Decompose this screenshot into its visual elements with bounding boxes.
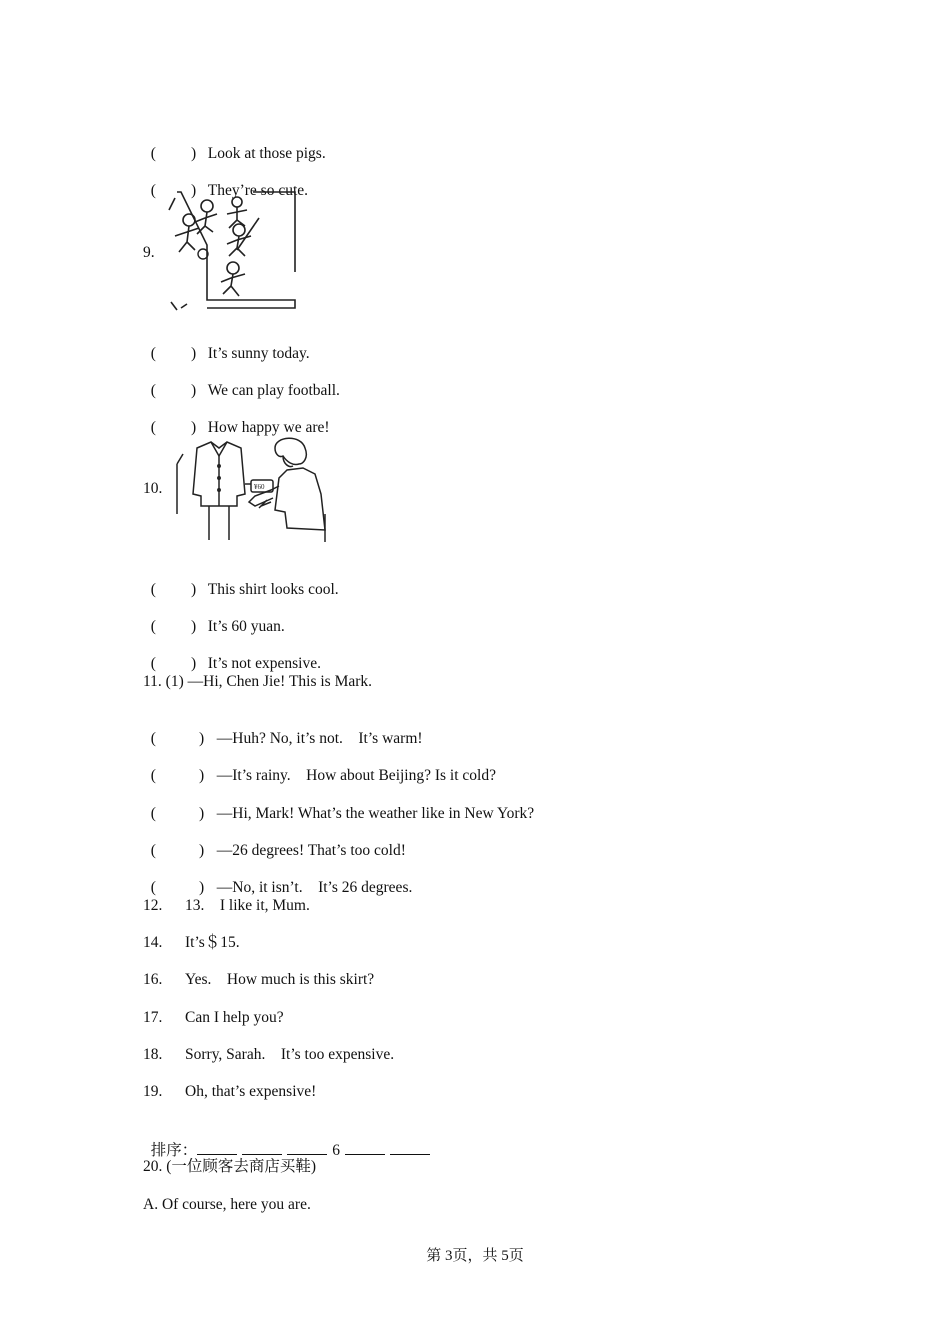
answer-bracket[interactable]: ( )	[150, 730, 205, 747]
answer-bracket[interactable]: ( )	[150, 419, 197, 436]
list-item	[143, 1082, 316, 1102]
answer-bracket[interactable]: ( )	[150, 618, 197, 635]
blank-2[interactable]	[242, 1140, 282, 1155]
item-number: 14.	[143, 934, 163, 951]
q11-item-1	[143, 709, 423, 749]
q11-header: 11. (1) —Hi, Chen Jie! This is Mark.	[143, 673, 373, 690]
sentence: It’s 60 yuan.	[207, 618, 285, 635]
q10-item-2	[143, 597, 285, 637]
answer-bracket[interactable]: ( )	[150, 145, 197, 162]
q20-option-a: A. Of course, here you are.	[143, 1196, 311, 1213]
q10-number: 10.	[143, 480, 163, 497]
item-number: 19.	[143, 1083, 163, 1100]
answer-bracket[interactable]: ( )	[150, 879, 205, 896]
football-field-illustration	[167, 190, 296, 313]
page-footer: 第 3页，共 5页	[426, 1248, 524, 1264]
list-item	[143, 1008, 284, 1028]
sentence: Sorry, Sarah. It’s too expensive.	[185, 1046, 395, 1063]
blank-3[interactable]	[287, 1140, 327, 1155]
q9-item-1	[143, 324, 310, 364]
ordering-label: 排序：	[150, 1142, 198, 1159]
q9-number: 9.	[143, 244, 155, 261]
blank-5[interactable]	[390, 1140, 430, 1155]
price-tag-text: ¥60	[254, 483, 265, 491]
sentence: Oh, that’s expensive!	[185, 1083, 317, 1100]
sentence: How happy we are!	[207, 419, 330, 436]
q11-item-2	[143, 746, 496, 786]
blank-1[interactable]	[197, 1140, 237, 1155]
sentence: Can I help you?	[185, 1009, 284, 1026]
sentence: —Hi, Mark! What’s the weather like in New York?	[216, 805, 535, 822]
item-number: 16.	[143, 971, 163, 988]
q11-item-3	[143, 784, 534, 824]
sentence: Look at those pigs.	[207, 145, 326, 162]
answer-bracket[interactable]: ( )	[150, 842, 205, 859]
sentence: This shirt looks cool.	[207, 581, 339, 598]
q20-header: 20. (一位顾客去商店买鞋)	[143, 1158, 317, 1175]
answer-bracket[interactable]: ( )	[150, 382, 197, 399]
sentence: —No, it isn’t. It’s 26 degrees.	[216, 879, 413, 896]
q8-item-1	[143, 124, 326, 164]
sentence: 13. I like it, Mum.	[185, 897, 310, 914]
item-number: 12.	[143, 897, 163, 914]
sentence: It’s＄15.	[185, 934, 240, 951]
list-item	[143, 896, 310, 916]
sentence: They’re so cute.	[207, 182, 309, 199]
q10-item-1	[143, 560, 339, 600]
shirt-shop-illustration	[175, 434, 330, 542]
answer-bracket[interactable]: ( )	[150, 655, 197, 672]
list-item	[143, 933, 240, 953]
sentence: It’s not expensive.	[207, 655, 321, 672]
sentence: Yes. How much is this skirt?	[185, 971, 375, 988]
item-number: 18.	[143, 1046, 163, 1063]
answer-bracket[interactable]: ( )	[150, 805, 205, 822]
sentence: It’s sunny today.	[207, 345, 310, 362]
answer-bracket[interactable]: ( )	[150, 182, 197, 199]
sentence: —26 degrees! That’s too cold!	[216, 842, 406, 859]
sentence: —It’s rainy. How about Beijing? Is it cold?	[216, 767, 496, 784]
q9-item-3	[143, 398, 330, 438]
sentence: —Huh? No, it’s not. It’s warm!	[216, 730, 423, 747]
q10-item-3	[143, 634, 321, 674]
q11-item-5	[143, 858, 412, 898]
answer-bracket[interactable]: ( )	[150, 581, 197, 598]
answer-bracket[interactable]: ( )	[150, 345, 197, 362]
item-number: 17.	[143, 1009, 163, 1026]
q11-item-4	[143, 821, 406, 861]
given-position: 6	[332, 1142, 341, 1159]
list-item	[143, 1045, 394, 1065]
answer-bracket[interactable]: ( )	[150, 767, 205, 784]
list-item	[143, 970, 374, 990]
sentence: We can play football.	[207, 382, 340, 399]
ordering-answer-line	[143, 1120, 435, 1161]
blank-4[interactable]	[345, 1140, 385, 1155]
q9-item-2	[143, 361, 340, 401]
